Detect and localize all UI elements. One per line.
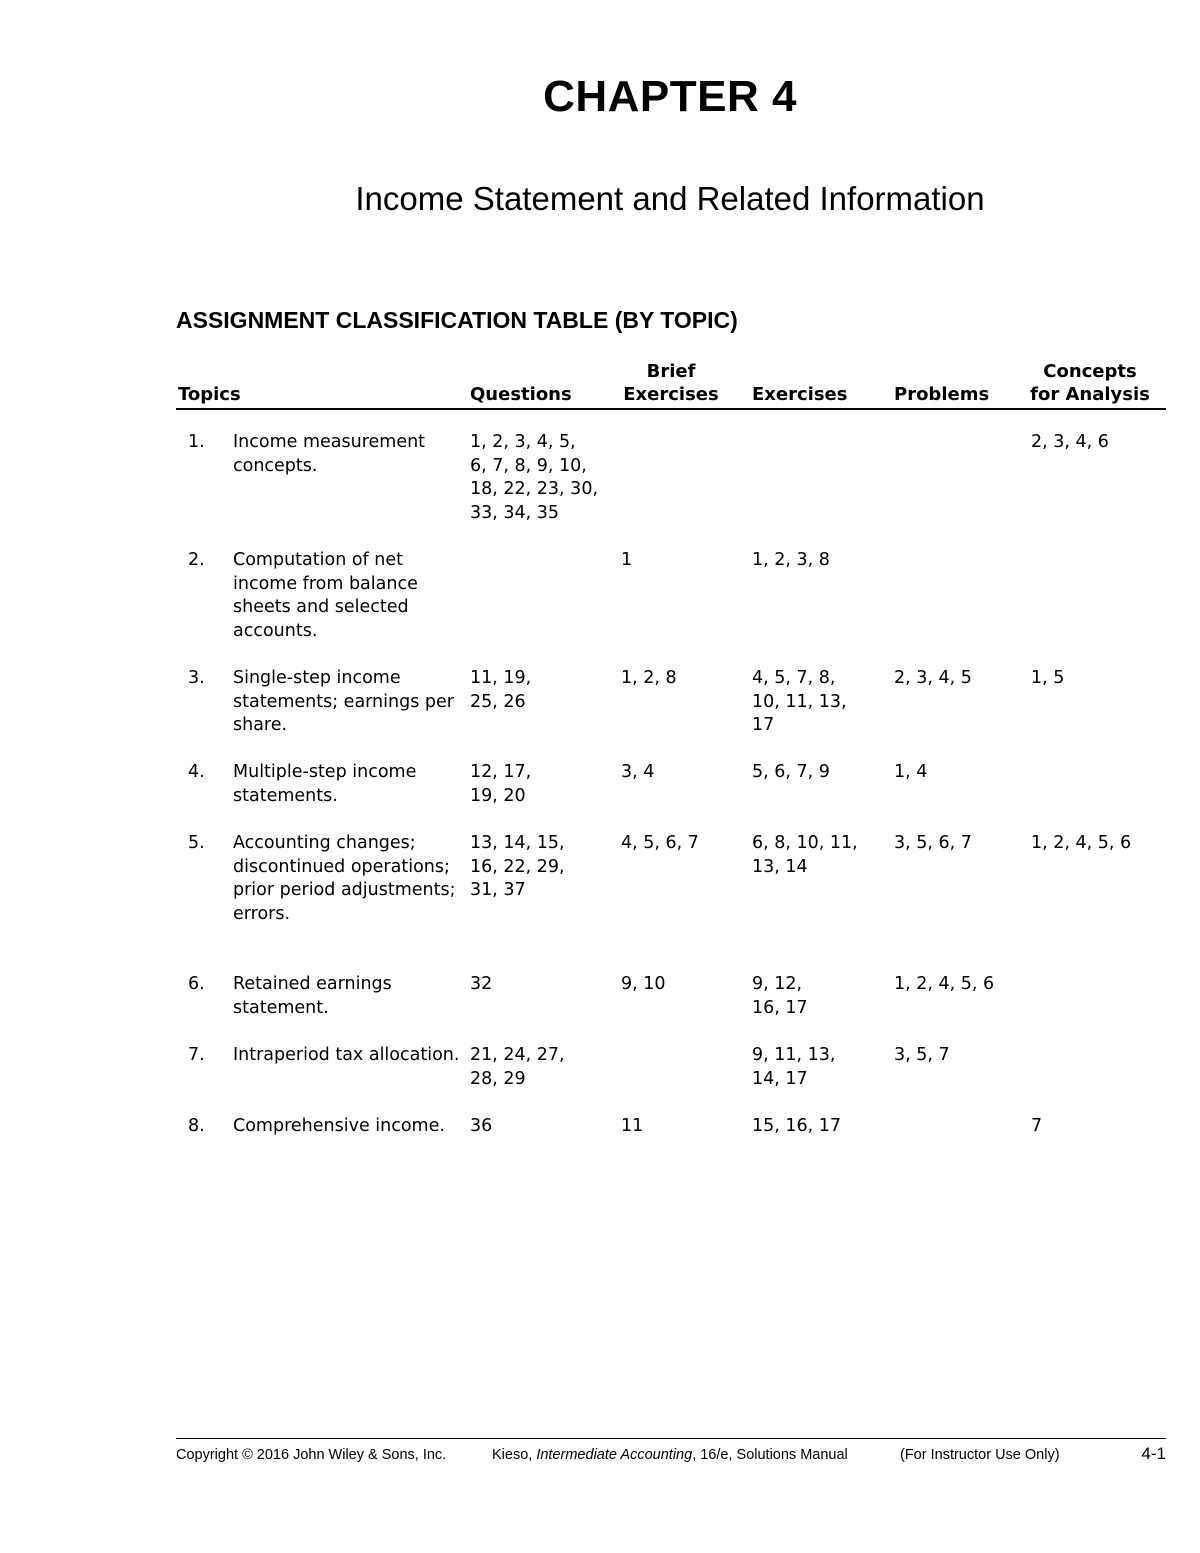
footer-book-title: Intermediate Accounting xyxy=(536,1447,693,1463)
footer-author: Kieso, xyxy=(492,1447,537,1463)
row-number: 7. xyxy=(188,1045,205,1065)
row-topic: Computation of net income from balance sheets and selected accounts. xyxy=(233,550,418,641)
row-brief-exercises: 3, 4 xyxy=(621,762,655,782)
row-concepts: 1, 5 xyxy=(1031,668,1065,688)
row-problems: 1, 2, 4, 5, 6 xyxy=(894,974,995,994)
row-number: 6. xyxy=(188,974,205,994)
table-heading: ASSIGNMENT CLASSIFICATION TABLE (BY TOPIC) xyxy=(176,307,738,333)
row-topic: Intraperiod tax allocation. xyxy=(233,1045,460,1065)
table-body xyxy=(176,431,1166,1186)
row-exercises: 9, 12, 16, 17 xyxy=(752,974,808,1018)
row-problems: 1, 4 xyxy=(894,762,928,782)
table-row xyxy=(176,667,1166,761)
row-topic: Single-step income statements; earnings per share. xyxy=(233,668,454,736)
row-topic: Accounting changes; discontinued operations; prior period adjustments; errors. xyxy=(233,833,456,924)
table-header xyxy=(176,360,1166,410)
chapter-title: CHAPTER 4 xyxy=(543,72,797,121)
footer-divider xyxy=(176,1438,1166,1439)
page-number: 4-1 xyxy=(1141,1444,1166,1463)
row-concepts: 7 xyxy=(1031,1116,1043,1136)
row-brief-exercises: 4, 5, 6, 7 xyxy=(621,833,699,853)
row-brief-exercises: 9, 10 xyxy=(621,974,666,994)
table-row xyxy=(176,1115,1166,1186)
chapter-subtitle: Income Statement and Related Information xyxy=(355,180,985,217)
row-number: 1. xyxy=(188,432,205,452)
row-exercises: 6, 8, 10, 11, 13, 14 xyxy=(752,833,858,877)
row-problems: 3, 5, 7 xyxy=(894,1045,950,1065)
row-topic: Multiple-step income statements. xyxy=(233,762,417,806)
row-number: 8. xyxy=(188,1116,205,1136)
row-questions: 11, 19, 25, 26 xyxy=(470,668,532,712)
row-topic: Comprehensive income. xyxy=(233,1116,445,1136)
row-exercises: 15, 16, 17 xyxy=(752,1116,842,1136)
row-questions: 32 xyxy=(470,974,493,994)
row-problems: 3, 5, 6, 7 xyxy=(894,833,972,853)
header-questions: Questions xyxy=(470,384,572,405)
footer-copyright: Copyright © 2016 John Wiley & Sons, Inc. xyxy=(176,1447,447,1463)
row-number: 4. xyxy=(188,762,205,782)
table-row xyxy=(176,761,1166,832)
row-exercises: 5, 6, 7, 9 xyxy=(752,762,830,782)
row-exercises: 4, 5, 7, 8, 10, 11, 13, 17 xyxy=(752,668,847,736)
header-concepts-line1: Concepts xyxy=(1043,361,1137,382)
header-problems: Problems xyxy=(894,384,990,405)
row-number: 5. xyxy=(188,833,205,853)
header-brief-exercises xyxy=(621,360,721,406)
row-concepts: 1, 2, 4, 5, 6 xyxy=(1031,833,1132,853)
row-questions: 12, 17, 19, 20 xyxy=(470,762,532,806)
footer-book-reference xyxy=(492,1445,848,1465)
row-exercises: 9, 11, 13, 14, 17 xyxy=(752,1045,836,1089)
header-brief-exercises-line2: Exercises xyxy=(623,384,719,405)
row-questions: 1, 2, 3, 4, 5, 6, 7, 8, 9, 10, 18, 22, 23, 30, 33, 34, 35 xyxy=(470,432,599,523)
table-row xyxy=(176,549,1166,667)
row-brief-exercises: 1, 2, 8 xyxy=(621,668,677,688)
row-questions: 21, 24, 27, 28, 29 xyxy=(470,1045,565,1089)
header-concepts xyxy=(1026,360,1154,406)
row-exercises: 1, 2, 3, 8 xyxy=(752,550,830,570)
header-topics: Topics xyxy=(178,384,241,405)
row-topic: Retained earnings statement. xyxy=(233,974,392,1018)
row-topic: Income measurement concepts. xyxy=(233,432,426,476)
header-brief-exercises-line1: Brief xyxy=(646,361,696,382)
table-row xyxy=(176,1044,1166,1115)
row-questions: 13, 14, 15, 16, 22, 29, 31, 37 xyxy=(470,833,565,901)
table-row xyxy=(176,973,1166,1044)
table-row xyxy=(176,832,1166,973)
footer-edition: , 16/e, Solutions Manual xyxy=(692,1447,848,1463)
table-row xyxy=(176,431,1166,549)
row-brief-exercises: 1 xyxy=(621,550,633,570)
row-brief-exercises: 11 xyxy=(621,1116,644,1136)
row-number: 2. xyxy=(188,550,205,570)
row-concepts: 2, 3, 4, 6 xyxy=(1031,432,1109,452)
row-problems: 2, 3, 4, 5 xyxy=(894,668,972,688)
row-number: 3. xyxy=(188,668,205,688)
header-concepts-line2: for Analysis xyxy=(1030,384,1150,405)
footer-usage-note: (For Instructor Use Only) xyxy=(900,1447,1060,1463)
header-exercises: Exercises xyxy=(752,384,848,405)
row-questions: 36 xyxy=(470,1116,493,1136)
